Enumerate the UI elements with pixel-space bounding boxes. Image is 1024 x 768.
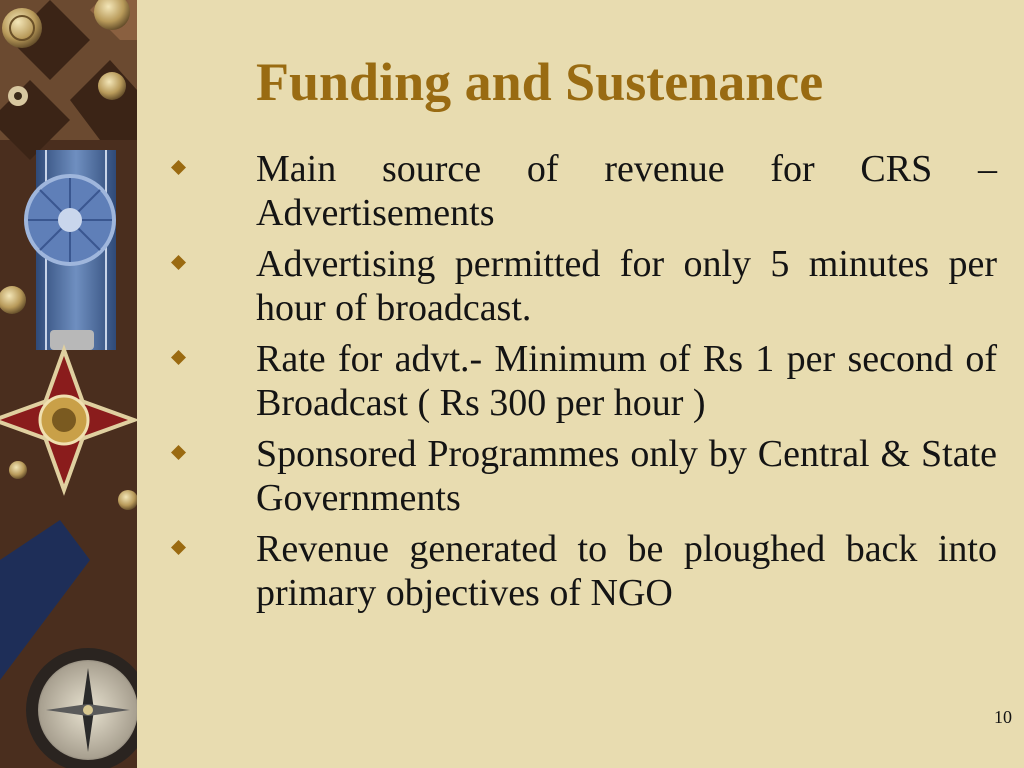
bullet-text: Rate for advt.- Minimum of Rs 1 per second of Broadcast ( Rs 300 per hour ) xyxy=(256,338,997,424)
diamond-bullet-icon xyxy=(171,160,186,175)
bullet-text: Revenue generated to be ploughed back into primary objectives of NGO xyxy=(256,528,997,614)
slide-title: Funding and Sustenance xyxy=(256,52,824,112)
decorative-medal-strip-image xyxy=(0,0,137,768)
diamond-bullet-icon xyxy=(171,540,186,555)
bullet-text: Main source of revenue for CRS – Advertisements xyxy=(256,148,997,234)
page-number: 10 xyxy=(994,707,1012,727)
bullet-list xyxy=(165,147,997,622)
diamond-bullet-icon xyxy=(171,350,186,365)
list-item xyxy=(165,147,997,235)
diamond-bullet-icon xyxy=(171,255,186,270)
diamond-bullet-icon xyxy=(171,445,186,460)
list-item xyxy=(165,432,997,520)
list-item xyxy=(165,337,997,425)
list-item xyxy=(165,242,997,330)
bullet-text: Sponsored Programmes only by Central & State Governments xyxy=(256,433,997,519)
bullet-text: Advertising permitted for only 5 minutes per hour of broadcast. xyxy=(256,243,997,329)
list-item xyxy=(165,527,997,615)
